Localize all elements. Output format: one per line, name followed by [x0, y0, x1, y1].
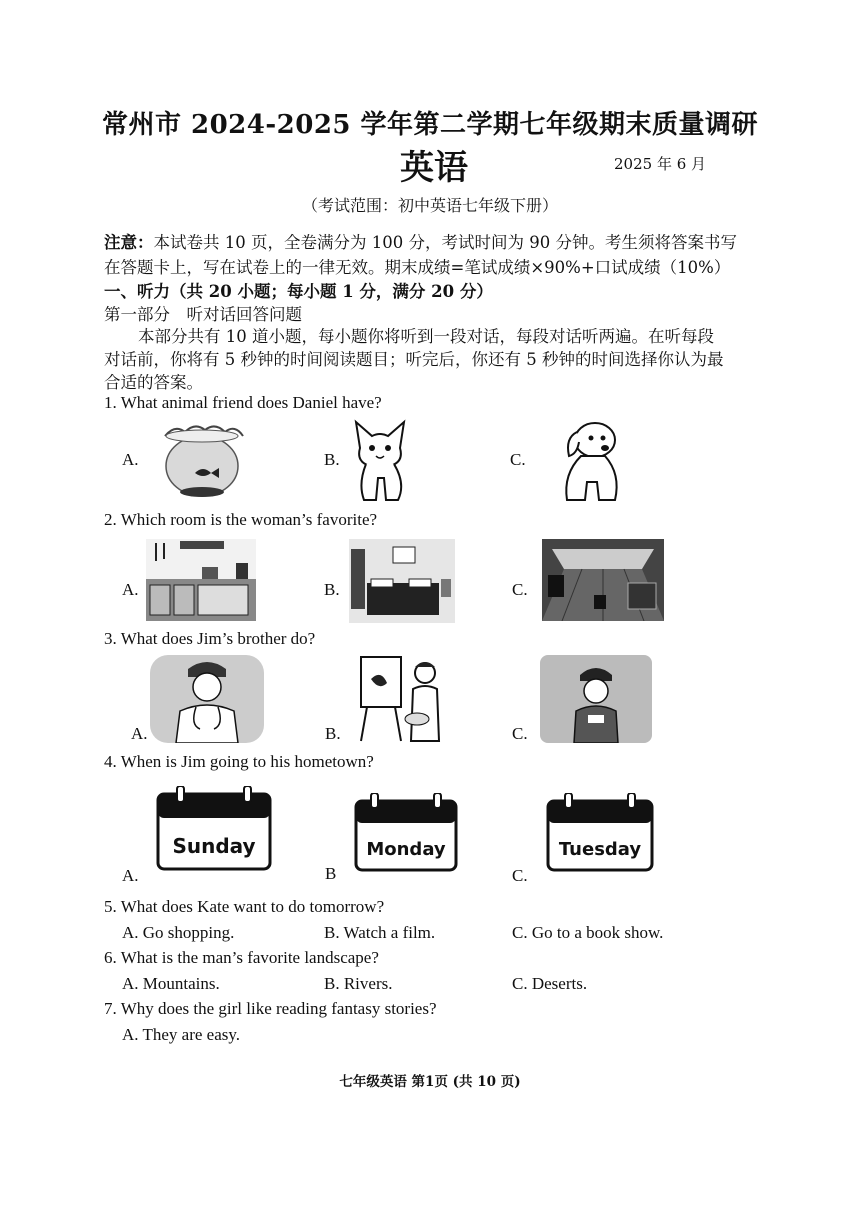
q1-option-a-label: A. [122, 450, 139, 469]
section-1-title: 一、听力（共 20 小题；每小题 1 分，满分 20 分） [104, 282, 493, 301]
policeman-icon [540, 655, 652, 743]
instructions-line-3: 合适的答案。 [104, 373, 203, 392]
question-3: 3. What does Jim’s brother do? [104, 629, 316, 648]
cat-icon [346, 418, 414, 504]
q4-option-a-label: A. [122, 866, 139, 885]
q3-option-c-label: C. [512, 724, 528, 743]
q6-option-a: A. Mountains. [122, 974, 220, 993]
subject-title: 英语 [400, 148, 468, 188]
question-5: 5. What does Kate want to do tomorrow? [104, 897, 385, 916]
q5-option-b: B. Watch a film. [324, 923, 436, 942]
exam-date: 2025 年 6 月 [614, 155, 707, 173]
q4-option-c-label: C. [512, 866, 528, 885]
question-6: 6. What is the man’s favorite landscape? [104, 948, 379, 967]
instructions-line-1: 本部分共有 10 道小题，每小题你将听到一段对话，每段对话听两遍。在听每段 [138, 327, 714, 346]
notice-line-2: 在答题卡上，写在试卷上的一律无效。期末成绩=笔试成绩×90%+口试成绩（10%） [104, 258, 731, 277]
goldfish-bowl-icon [155, 418, 250, 500]
q7-option-a: A. They are easy. [122, 1025, 241, 1044]
q5-option-a: A. Go shopping. [122, 923, 235, 942]
q3-option-b-label: B. [325, 724, 341, 743]
painter-icon [357, 655, 449, 743]
page-footer: 七年级英语 第1页 (共 10 页) [339, 1074, 521, 1090]
q1-option-b-label: B. [324, 450, 340, 469]
calendar-monday [353, 793, 459, 873]
exam-title: 常州市 2024-2025 学年第二学期七年级期末质量调研 [101, 110, 759, 140]
notice-label: 注意： [104, 233, 154, 252]
dog-icon [555, 418, 625, 504]
q3-option-a-label: A. [131, 724, 148, 743]
notice-line-1: 注意：本试卷共 10 页，全卷满分为 100 分，考试时间为 90 分钟。考生须将答案书写 [104, 233, 737, 252]
part-1-title: 第一部分 听对话回答问题 [104, 305, 302, 324]
q2-option-b-label: B. [324, 580, 340, 599]
instructions-line-2: 对话前，你将有 5 秒钟的时间阅读题目；听完后，你还有 5 秒钟的时间选择你认为最 [104, 350, 724, 369]
question-2: 2. Which room is the woman’s favorite? [104, 510, 378, 529]
doctor-icon [150, 655, 264, 743]
bedroom-icon [349, 539, 455, 623]
q2-option-a-label: A. [122, 580, 139, 599]
calendar-sunday [155, 786, 273, 872]
living-room-icon [542, 539, 664, 621]
question-4: 4. When is Jim going to his hometown? [104, 752, 374, 771]
q6-option-b: B. Rivers. [324, 974, 393, 993]
q5-option-c: C. Go to a book show. [512, 923, 664, 942]
q1-option-c-label: C. [510, 450, 526, 469]
calendar-label-sunday: Sunday [172, 834, 256, 858]
kitchen-icon [146, 539, 256, 621]
calendar-tuesday [545, 793, 655, 873]
q2-option-c-label: C. [512, 580, 528, 599]
exam-scope: （考试范围：初中英语七年级下册） [301, 196, 558, 215]
calendar-label-tuesday: Tuesday [558, 839, 642, 860]
question-7: 7. Why does the girl like reading fantasy stories? [104, 999, 437, 1018]
question-1: 1. What animal friend does Daniel have? [104, 393, 382, 412]
q6-option-c: C. Deserts. [512, 974, 588, 993]
calendar-label-monday: Monday [366, 839, 446, 860]
q4-option-b-label: B [325, 864, 337, 883]
